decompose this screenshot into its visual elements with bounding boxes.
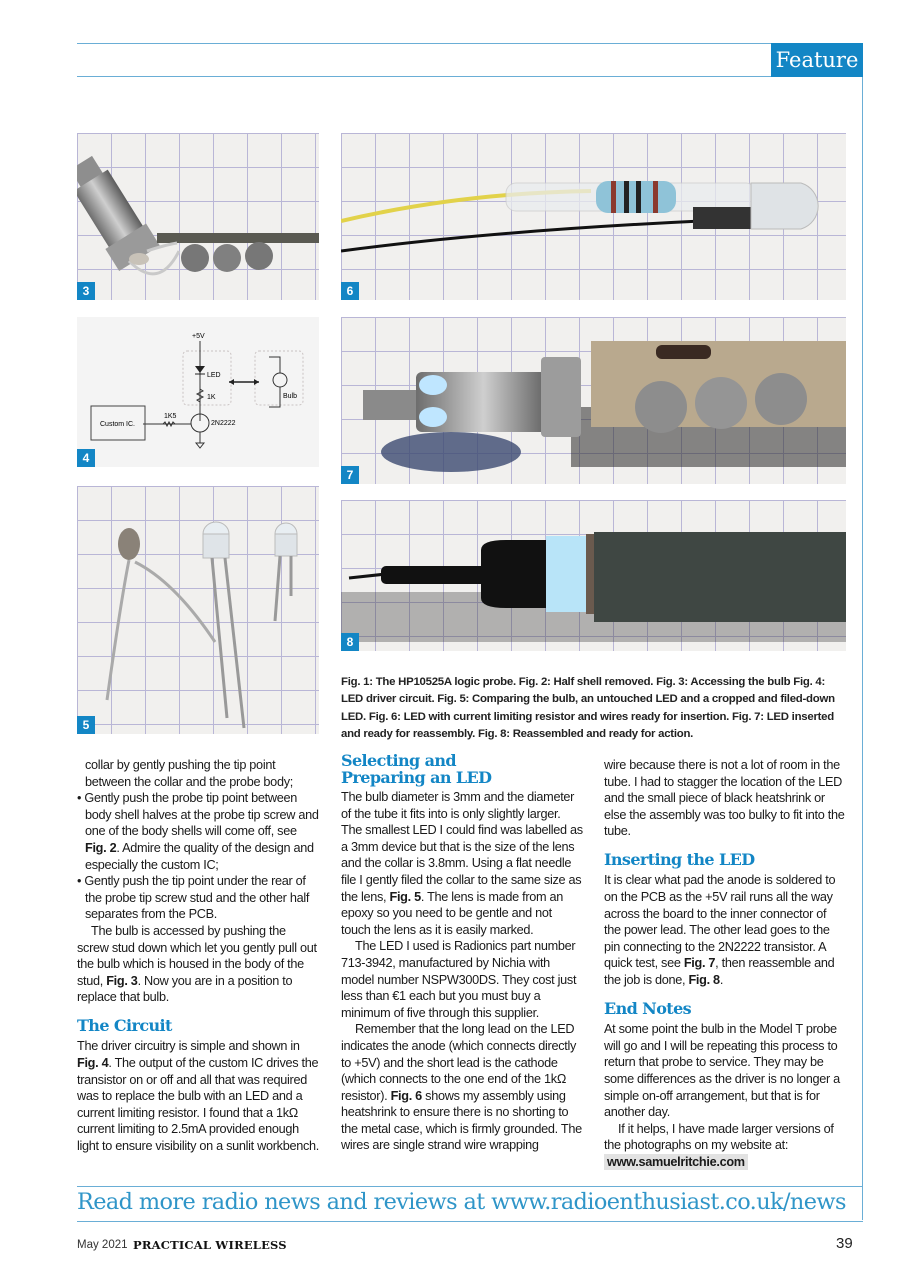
heading-end-notes: End Notes	[604, 998, 692, 1018]
paragraph	[604, 1154, 846, 1171]
heading-selecting-led: Selecting and Preparing an LED	[341, 751, 492, 787]
website-link[interactable]: www.samuelritchie.com	[604, 1154, 748, 1171]
bullet-item: • Gently push the probe tip point between body shell halves at the probe tip screw and one of the body shells will come off, see Fig. 2. Admire the quality of the design and especially the custom IC;	[77, 791, 319, 872]
led-inserted-photo	[341, 317, 846, 484]
label-1k: 1K	[207, 394, 216, 401]
paragraph: The bulb diameter is 3mm and the diameter of the tube it fits into is only slightly larger. The smallest LED I could find was labelled as a 3mm device but that is the size of the lens and the collar is 3.8mm. Using a flat needle file I gently filed the collar to the same size as the lens, Fig. 5. The lens is made from an epoxy so you need to be gentle and not touch the lens as it is easily marked.	[341, 790, 583, 937]
column-3	[604, 757, 846, 1170]
column-2	[341, 753, 583, 1154]
banner-text: Read more radio news and reviews at www.radioenthusiast.co.uk/news	[77, 1189, 846, 1215]
paragraph: The bulb is accessed by pushing the screw stud down which let you gently pull out the bulb which is housed in the body of the stud, Fig. 3. Now you are in a position to replace that bulb.	[77, 923, 317, 1005]
figure-4	[77, 317, 319, 467]
paragraph: The driver circuitry is simple and shown in Fig. 4. The output of the custom IC drives the transistor on or off and all that was required was to replace the bulb with an LED and a current limiting resistor. I found that a 1kΩ current limiting to 2.5mA provided enough light to ensure visibility on a sunlit workbench.	[77, 1039, 319, 1153]
page-number: 39	[836, 1235, 853, 1252]
figure-number: 3	[77, 282, 95, 300]
figure-7	[341, 317, 846, 484]
figure-number: 6	[341, 282, 359, 300]
label-1k5: 1K5	[164, 413, 177, 420]
footer-magazine-title: PRACTICAL WIRELESS	[133, 1238, 287, 1252]
reassembled-probe-photo	[341, 500, 846, 651]
probe-stud-photo	[77, 133, 319, 300]
paragraph: wire because there is not a lot of room in the tube. I had to stagger the location of the LED and the small piece of black heatshrink or else the assembly was too bulky to fit into the tube.	[604, 758, 845, 839]
label-bulb: Bulb	[283, 393, 298, 400]
circuit-diagram	[77, 317, 319, 467]
paragraph: If it helps, I have made larger versions of the photographs on my website at:	[604, 1121, 834, 1153]
figure-5	[77, 486, 319, 734]
heading-the-circuit: The Circuit	[77, 1015, 172, 1035]
figure-number: 5	[77, 716, 95, 734]
figure-number: 4	[77, 449, 95, 467]
figure-number: 8	[341, 633, 359, 651]
bulb-led-comparison-photo	[77, 486, 319, 734]
header-rule-bottom	[77, 76, 771, 77]
column-1	[77, 757, 319, 1155]
read-more-banner[interactable]	[77, 1186, 863, 1222]
heading-inserting-led: Inserting the LED	[604, 849, 755, 869]
figure-number: 7	[341, 466, 359, 484]
label-led: LED	[207, 372, 221, 379]
paragraph: Remember that the long lead on the LED indicates the anode (which connects directly to +5V) and the short lead is the cathode (which connects to the one end of the 1kΩ resistor). Fig. 6 shows my assembly using heatshrink to ensure there is no shorting to the metal case, which is firmly grounded. The wires are single strand wire wrapping	[341, 1022, 582, 1153]
label-ic: Custom IC.	[100, 421, 136, 428]
figure-8	[341, 500, 846, 651]
paragraph: At some point the bulb in the Model T probe will go and I will be repeating this process to return that probe to service. They may be some differences as the driver is no longer a simple on-off arrangement, but that is for another day.	[604, 1022, 840, 1120]
paragraph: The LED I used is Radionics part number 713-3942, manufactured by Nichia with model number NSPW300DS. They cost just less than €1 each but you must buy a minimum of five through this supplier.	[341, 939, 577, 1020]
figure-caption: Fig. 1: The HP10525A logic probe. Fig. 2: Half shell removed. Fig. 3: Accessing the bulb Fig. 4: LED driver circuit. Fig. 5: Comparing the bulb, an untouched LED and a cropped and filed-down LED. Fig. 6: LED with current limiting resistor and wires ready for insertion. Fig. 7: LED inserted and ready for reassembly. Fig. 8: Reassembled and ready for action.	[341, 676, 835, 740]
bullet-continuation: collar by gently pushing the tip point between the collar and the probe body;	[85, 758, 293, 789]
bullet-item: • Gently push the tip point under the rear of the probe tip screw stud and the other half separates from the PCB.	[77, 874, 310, 922]
right-margin-rule	[862, 77, 863, 1220]
figure-3	[77, 133, 319, 300]
figure-6	[341, 133, 846, 300]
led-resistor-photo	[341, 133, 846, 300]
footer-date: May 2021	[77, 1239, 128, 1251]
label-transistor: 2N2222	[211, 420, 236, 427]
label-supply: +5V	[192, 333, 205, 340]
section-label: Feature	[771, 43, 863, 77]
header-rule-top	[77, 43, 863, 44]
paragraph: It is clear what pad the anode is soldered to on the PCB as the +5V rail runs all the way across the board to the inner connector of the power lead. The other lead goes to the pin connecting to the 2N2222 transistor. A quick test, see Fig. 7, then reassemble and the job is done, Fig. 8.	[604, 873, 836, 988]
